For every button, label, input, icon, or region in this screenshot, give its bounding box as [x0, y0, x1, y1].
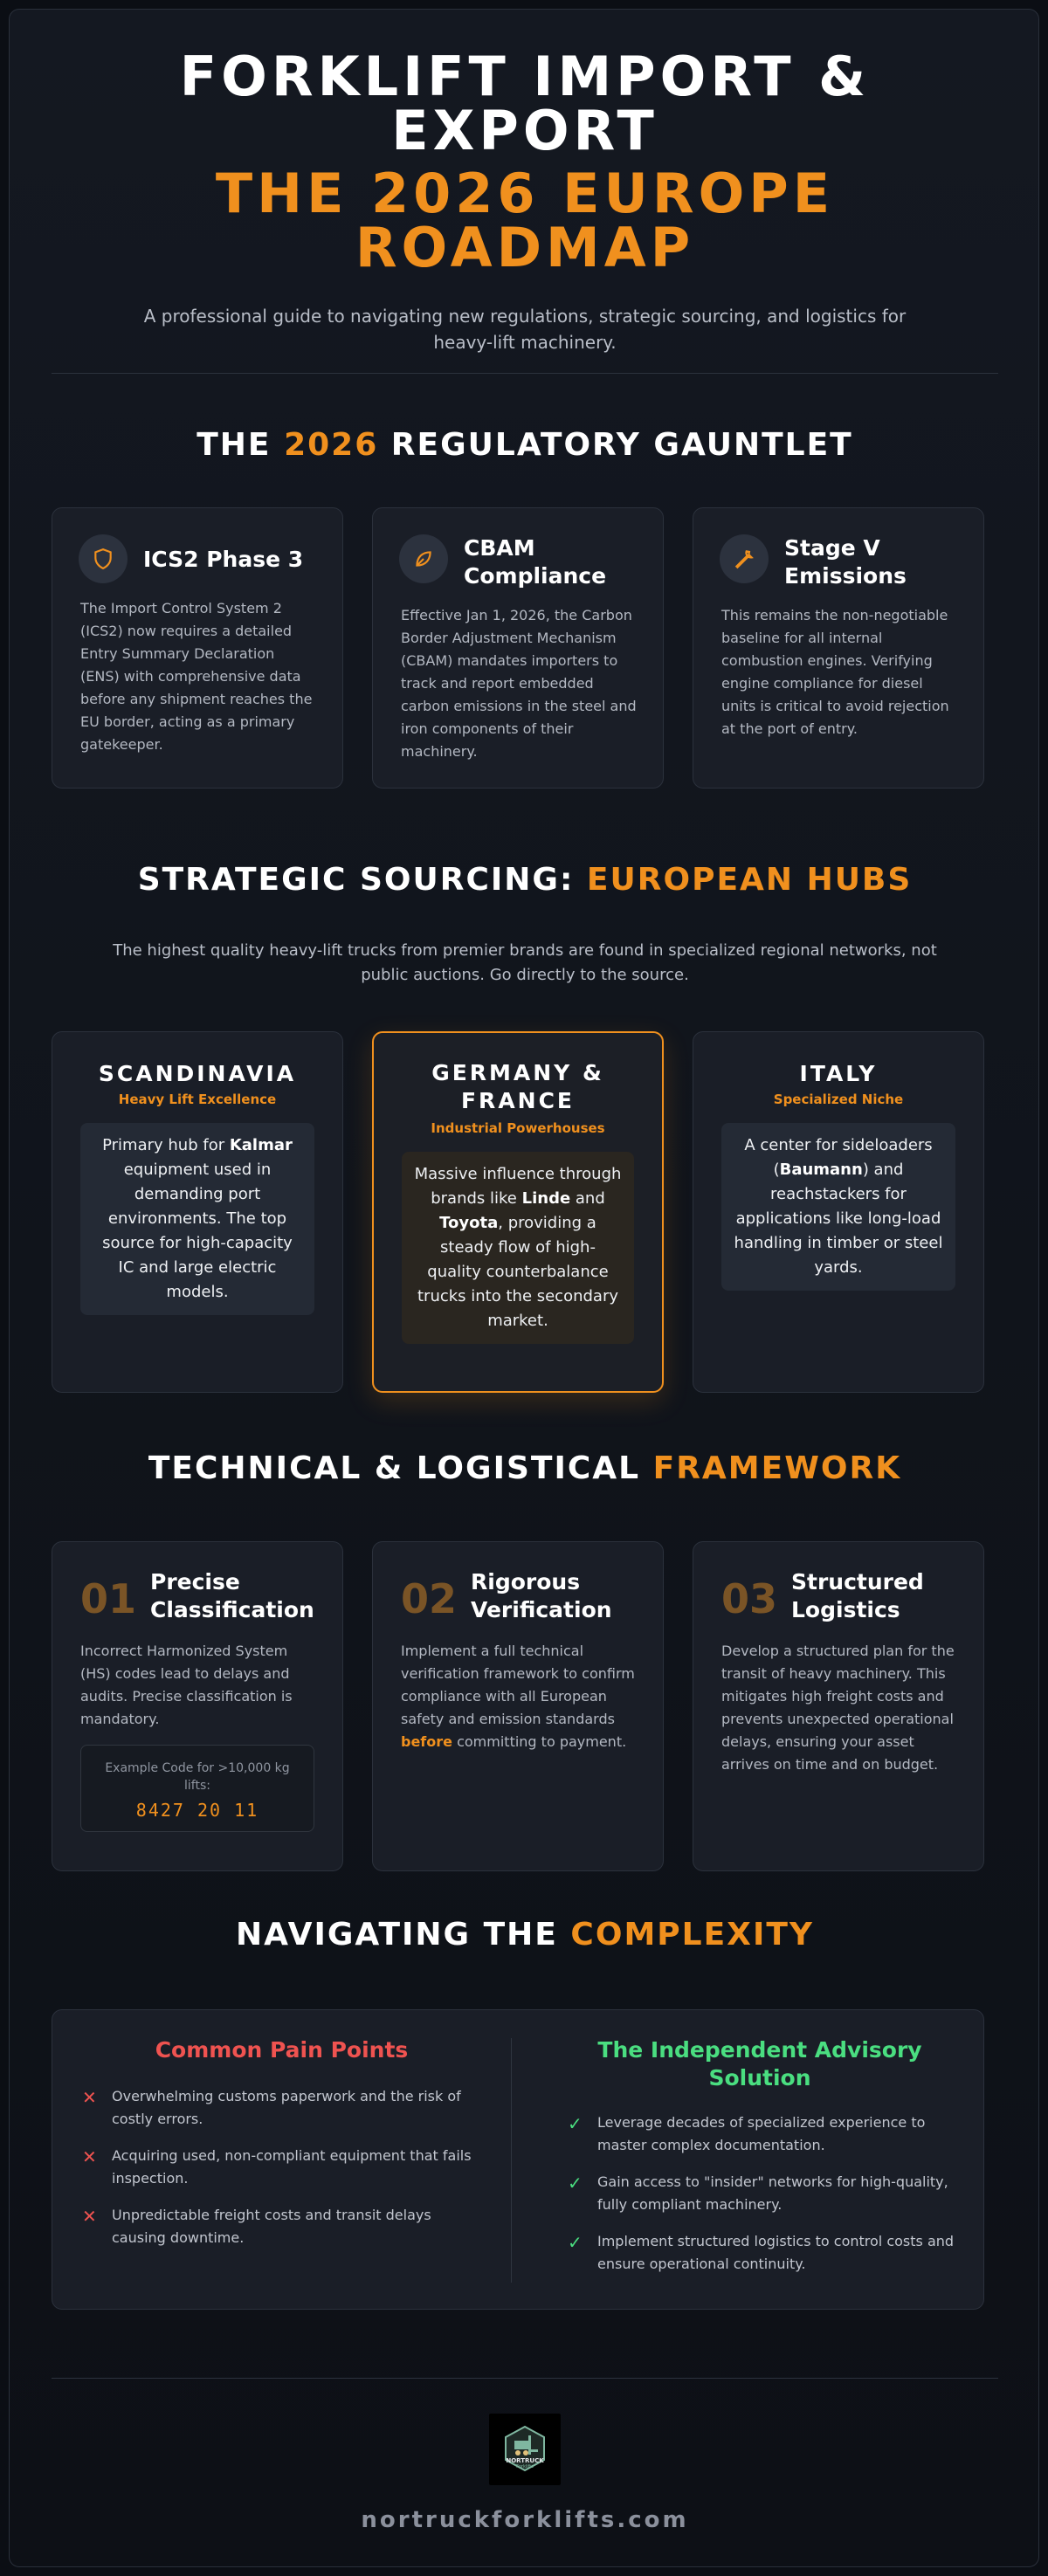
company-logo[interactable] — [489, 2414, 561, 2485]
sourcing-section-title: STRATEGIC SOURCING: EUROPEAN HUBS — [137, 862, 913, 898]
hub-description: A center for sideloaders (Baumann) and reachstackers for applications like long-load handling in timber or steel yards. — [721, 1123, 955, 1291]
title-line-2: EXPORT — [391, 99, 658, 162]
step-title: Structured Logistics — [791, 1569, 924, 1622]
step-body: Develop a structured plan for the transit of heavy machinery. This mitigates high freight costs and prevents unexpected operational delays, ensuring your asset arrives on time and on budget. — [721, 1643, 955, 1773]
reg-card-title: ICS2 Phase 3 — [143, 547, 304, 572]
leaf-icon — [399, 534, 448, 583]
step-number: 03 — [721, 1575, 778, 1622]
svg-text:NORTRUCK: NORTRUCK — [506, 2457, 544, 2464]
divider — [52, 373, 998, 374]
code-label: Example Code for >10,000 kg lifts: — [105, 1761, 290, 1793]
reg-card-title: CBAM Compliance — [464, 535, 607, 589]
step-body: Implement a full technical verification framework to confirm compliance with all European safety and emission standards before committing to payment. — [401, 1643, 635, 1750]
pain-point-item: Unpredictable freight costs and transit delays causing downtime. — [112, 2207, 431, 2246]
wrench-icon — [720, 534, 769, 583]
website-link[interactable]: nortruckforklifts.com — [361, 2507, 689, 2533]
footer-divider — [52, 2378, 998, 2379]
solution-item: Implement structured logistics to control costs and ensure operational continuity. — [597, 2233, 955, 2272]
reg-card-body: The Import Control System 2 (ICS2) now requires a detailed Entry Summary Declaration (ENS) with comprehensive data before any shipment reaches the EU border, acting as a primary gatekeeper. — [80, 600, 313, 753]
shield-icon — [79, 534, 128, 583]
step-number: 01 — [80, 1575, 137, 1622]
pain-point-item: Acquiring used, non-compliant equipment that fails inspection. — [112, 2147, 472, 2187]
framework-card-logistics — [693, 1541, 984, 1871]
solution-item: Leverage decades of specialized experience to master complex documentation. — [597, 2114, 926, 2153]
step-number: 02 — [401, 1575, 458, 1622]
reg-card-body: Effective Jan 1, 2026, the Carbon Border Adjustment Mechanism (CBAM) mandates importers to track and report embedded carbon emissions in the steel and iron components of their machinery. — [401, 607, 637, 760]
subtitle-line-2: ROADMAP — [355, 216, 695, 279]
pain-points-title: Common Pain Points — [155, 2037, 409, 2063]
hero-header — [10, 45, 1040, 355]
hub-card-scandinavia — [52, 1031, 343, 1393]
framework-section-title: TECHNICAL & LOGISTICAL FRAMEWORK — [148, 1450, 902, 1486]
pain-point-item: Overwhelming customs paperwork and the risk of costly errors. — [112, 2088, 461, 2127]
framework-card-classification — [52, 1541, 343, 1871]
column-divider — [511, 2038, 512, 2283]
hs-code-example — [80, 1745, 314, 1832]
hub-name: GERMANY & FRANCE — [431, 1060, 604, 1113]
cross-icon: ✕ — [82, 2146, 97, 2167]
reg-card-body: This remains the non-negotiable baseline for all internal combustion engines. Verifying engine compliance for diesel units is critical to avoid rejection at the port of entry. — [721, 607, 949, 737]
hub-name: SCANDINAVIA — [98, 1061, 297, 1086]
hub-description: Primary hub for Kalmar equipment used in demanding port environments. The top source for high-capacity IC and large electric models. — [80, 1123, 314, 1315]
step-title: Rigorous Verification — [471, 1569, 612, 1622]
nortruck-logo-icon — [497, 2421, 553, 2477]
check-icon: ✓ — [568, 2173, 583, 2194]
step-body: Incorrect Harmonized System (HS) codes lead to delays and audits. Precise classification is mandatory. — [80, 1643, 293, 1727]
hub-description: Massive influence through brands like Linde and Toyota, providing a steady flow of high-quality counterbalance trucks into the secondary market. — [402, 1152, 634, 1344]
hub-name: ITALY — [799, 1061, 878, 1086]
check-icon: ✓ — [568, 2232, 583, 2253]
reg-card-stage-v — [693, 507, 984, 789]
code-value: 8427 20 11 — [135, 1800, 259, 1821]
cross-icon: ✕ — [82, 2206, 97, 2227]
hub-tag: Heavy Lift Excellence — [118, 1092, 277, 1107]
reg-card-ics2 — [52, 507, 343, 789]
hub-card-italy — [693, 1031, 984, 1393]
solution-title: The Independent Advisory Solution — [597, 2037, 922, 2090]
complexity-panel — [52, 2009, 984, 2310]
framework-card-verification — [372, 1541, 664, 1871]
hero-description: A professional guide to navigating new regulations, strategic sourcing, and logistics for heavy-lift machinery. — [143, 306, 907, 353]
reg-card-cbam — [372, 507, 664, 789]
cross-icon: ✕ — [82, 2087, 97, 2108]
complexity-section-title: NAVIGATING THE COMPLEXITY — [236, 1917, 814, 1953]
hub-tag: Specialized Niche — [773, 1092, 904, 1107]
check-icon: ✓ — [568, 2113, 583, 2134]
step-title: Precise Classification — [150, 1569, 314, 1622]
regulatory-section-title: THE 2026 REGULATORY GAUNTLET — [196, 427, 853, 463]
sourcing-description: The highest quality heavy-lift trucks from premier brands are found in specialized regional networks, not public auctions. Go directly to the source. — [113, 941, 937, 984]
subtitle-line-1: THE 2026 EUROPE — [215, 162, 835, 225]
reg-card-title: Stage V Emissions — [784, 535, 907, 589]
solution-item: Gain access to "insider" networks for high-quality, fully compliant machinery. — [597, 2173, 948, 2213]
hub-card-germany-france — [372, 1031, 664, 1393]
svg-text:Forklifts: Forklifts — [516, 2464, 534, 2469]
page-frame — [9, 9, 1039, 2567]
hub-tag: Industrial Powerhouses — [431, 1120, 605, 1136]
title-line-1: FORKLIFT IMPORT & — [179, 45, 871, 108]
